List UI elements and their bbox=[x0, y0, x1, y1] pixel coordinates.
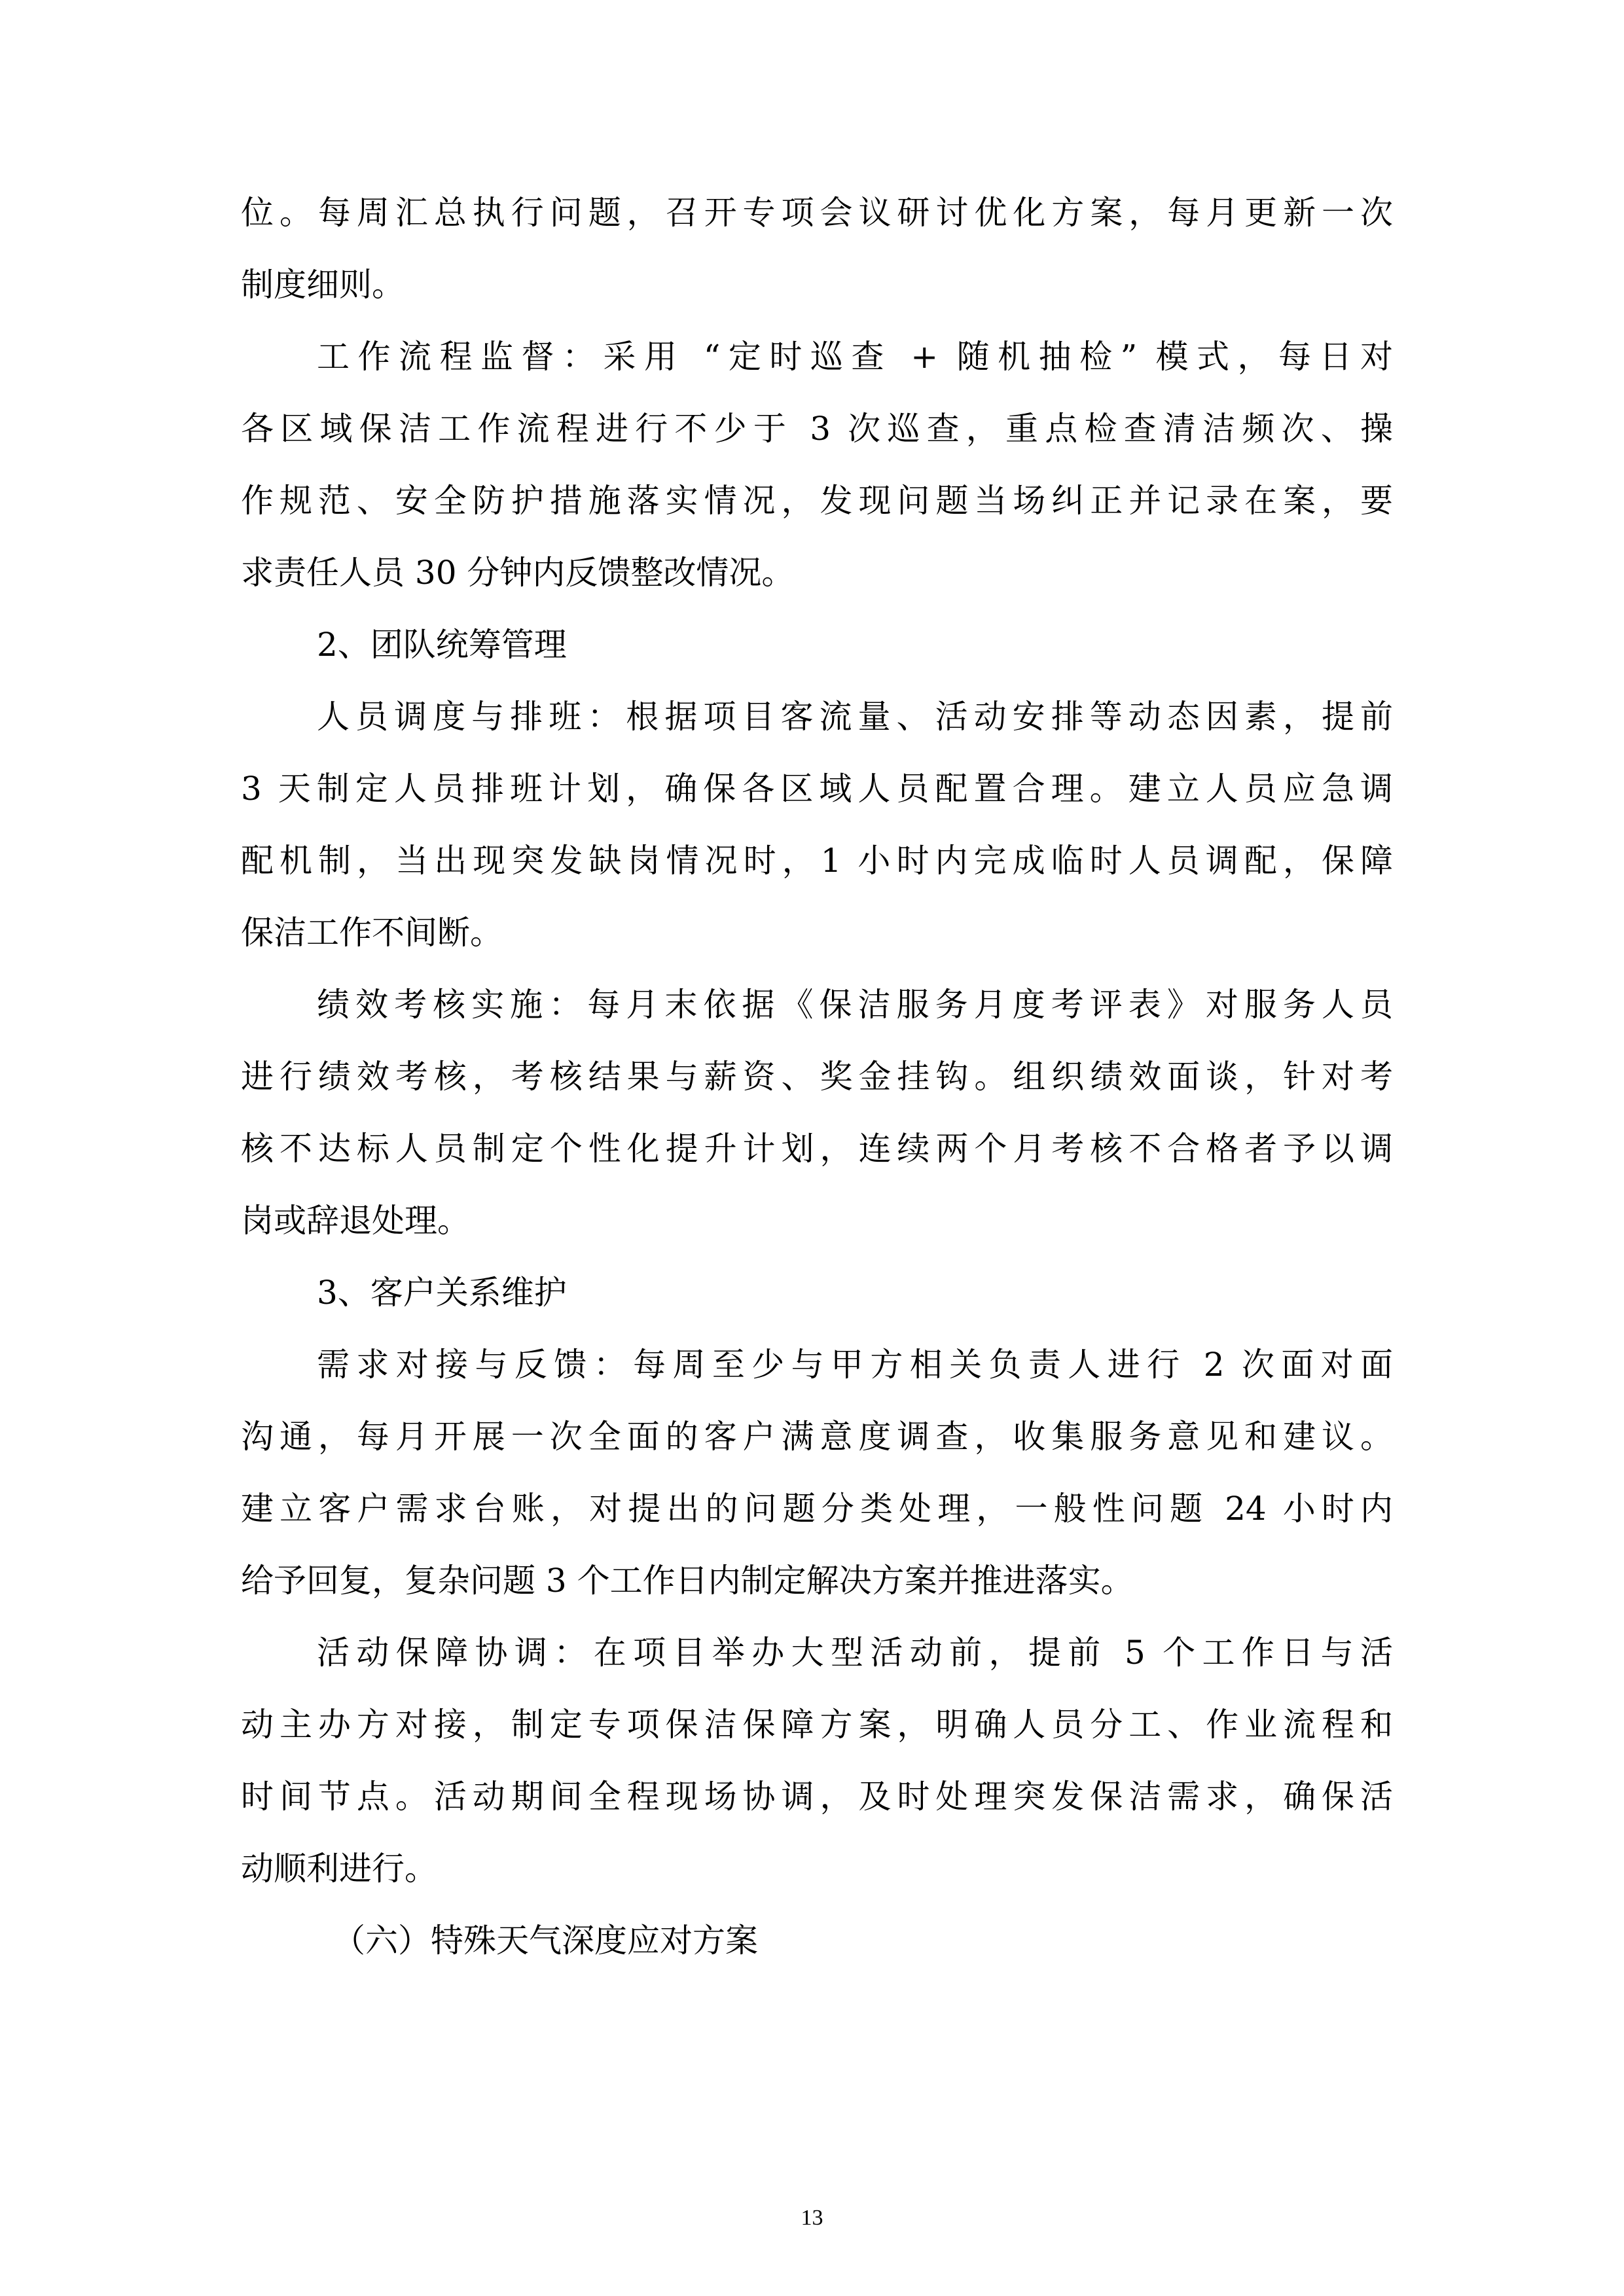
paragraph-line: 进行绩效考核，考核结果与薪资、奖金挂钩。组织绩效面谈，针对考 bbox=[241, 1058, 1393, 1096]
paragraph-line-event-coordination: 活动保障协调：在项目举办大型活动前，提前 5 个工作日与活 bbox=[317, 1634, 1393, 1672]
paragraph-line: 岗或辞退处理。 bbox=[241, 1202, 470, 1240]
paragraph-line: 沟通，每月开展一次全面的客户满意度调查，收集服务意见和建议。 bbox=[241, 1418, 1393, 1456]
paragraph-line: 给予回复，复杂问题 3 个工作日内制定解决方案并推进落实。 bbox=[241, 1562, 1134, 1600]
page-body bbox=[241, 177, 1393, 1977]
paragraph-line: 作规范、安全防护措施落实情况，发现问题当场纠正并记录在案，要 bbox=[241, 482, 1393, 520]
paragraph-line-performance-review: 绩效考核实施：每月末依据《保洁服务月度考评表》对服务人员 bbox=[317, 986, 1393, 1024]
subheading-team-management: 2、团队统筹管理 bbox=[317, 626, 567, 664]
paragraph-line: 核不达标人员制定个性化提升计划，连续两个月考核不合格者予以调 bbox=[241, 1130, 1393, 1168]
page-number: 13 bbox=[801, 2206, 823, 2230]
paragraph-line: 动顺利进行。 bbox=[241, 1850, 437, 1888]
paragraph-line: 各区域保洁工作流程进行不少于 3 次巡查，重点检查清洁频次、操 bbox=[241, 410, 1393, 448]
paragraph-line-staff-scheduling: 人员调度与排班：根据项目客流量、活动安排等动态因素，提前 bbox=[317, 698, 1393, 736]
section-heading-special-weather: （六）特殊天气深度应对方案 bbox=[333, 1922, 758, 1960]
paragraph-line: 制度细则。 bbox=[241, 266, 405, 304]
paragraph-line: 配机制，当出现突发缺岗情况时，1 小时内完成临时人员调配，保障 bbox=[241, 842, 1393, 880]
paragraph-line-demand-feedback: 需求对接与反馈：每周至少与甲方相关负责人进行 2 次面对面 bbox=[317, 1346, 1393, 1384]
subheading-client-relations: 3、客户关系维护 bbox=[317, 1274, 567, 1312]
paragraph-line: 时间节点。活动期间全程现场协调，及时处理突发保洁需求，确保活 bbox=[241, 1778, 1393, 1816]
paragraph-line: 3 天制定人员排班计划，确保各区域人员配置合理。建立人员应急调 bbox=[241, 770, 1393, 808]
paragraph-line: 位。每周汇总执行问题，召开专项会议研讨优化方案，每月更新一次 bbox=[241, 194, 1393, 232]
paragraph-line: 保洁工作不间断。 bbox=[241, 914, 503, 952]
paragraph-line-workflow-supervision: 工作流程监督：采用 “定时巡查 + 随机抽检” 模式，每日对 bbox=[317, 338, 1393, 376]
paragraph-line: 建立客户需求台账，对提出的问题分类处理，一般性问题 24 小时内 bbox=[241, 1490, 1393, 1528]
paragraph-line: 动主办方对接，制定专项保洁保障方案，明确人员分工、作业流程和 bbox=[241, 1706, 1393, 1744]
paragraph-line: 求责任人员 30 分钟内反馈整改情况。 bbox=[241, 554, 795, 592]
